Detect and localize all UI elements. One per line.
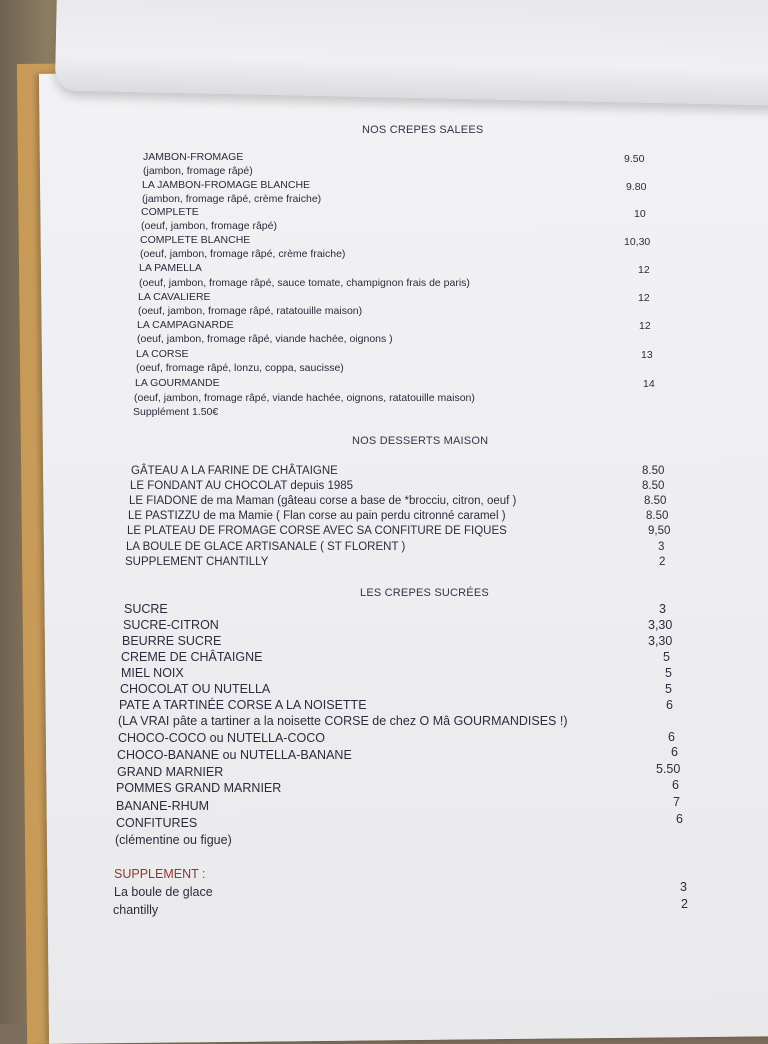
item-name: CONFITURES (116, 816, 198, 830)
item-price: 10,30 (624, 236, 651, 248)
item-price: 5 (665, 682, 672, 696)
item-price: 5.50 (656, 762, 681, 776)
item-price: 9,50 (648, 525, 671, 537)
item-name: LA PAMELLA (139, 262, 202, 274)
item-name: chantilly (113, 903, 159, 917)
item-name: COMPLETE (141, 206, 199, 218)
item-description: (oeuf, jambon, fromage râpé, viande hachée, oignons ) (137, 333, 393, 345)
item-price: 7 (673, 795, 680, 809)
item-price: 3 (658, 541, 665, 553)
item-description: (oeuf, jambon, fromage râpé, ratatouille maison) (138, 305, 363, 317)
item-name: LA JAMBON-FROMAGE BLANCHE (142, 179, 311, 191)
section-heading: LES CREPES SUCRÉES (360, 587, 489, 599)
item-price: 6 (676, 812, 683, 826)
item-description: (oeuf, jambon, fromage râpé) (141, 220, 277, 232)
item-name: PATE A TARTINÉE CORSE A LA NOISETTE (119, 698, 367, 712)
item-name: La boule de glace (114, 885, 213, 899)
item-description: (jambon, fromage râpé, crème fraiche) (142, 193, 322, 205)
item-price: 3,30 (648, 634, 673, 648)
item-name: CHOCO-COCO ou NUTELLA-COCO (118, 731, 325, 745)
item-price: 14 (643, 378, 655, 390)
item-description: (oeuf, fromage râpé, lonzu, coppa, saucisse) (136, 362, 344, 374)
item-name: COMPLETE BLANCHE (140, 234, 251, 246)
item-name: CREME DE CHÂTAIGNE (121, 650, 263, 664)
supplement-note: Supplément 1.50€ (133, 406, 219, 418)
item-name: BEURRE SUCRE (122, 634, 222, 648)
item-name: LE FONDANT AU CHOCOLAT depuis 1985 (130, 480, 354, 492)
item-price: 9.80 (626, 181, 647, 193)
item-name: BANANE-RHUM (116, 799, 210, 813)
item-price: 2 (659, 556, 666, 568)
section-heading: NOS CREPES SALEES (362, 124, 484, 136)
item-price: 8.50 (642, 480, 665, 492)
section-heading: SUPPLEMENT : (114, 867, 206, 881)
item-name: LA GOURMANDE (135, 377, 220, 389)
item-price: 3 (680, 880, 687, 894)
item-name: LE PLATEAU DE FROMAGE CORSE AVEC SA CONFITURE DE FIQUES (127, 525, 507, 537)
item-price: 8.50 (646, 510, 669, 522)
item-name: LA CAMPAGNARDE (137, 319, 234, 331)
item-name: LA CORSE (136, 348, 189, 360)
item-price: 13 (641, 349, 653, 361)
item-name: JAMBON-FROMAGE (143, 151, 244, 163)
item-price: 5 (665, 666, 672, 680)
item-price: 6 (672, 778, 679, 792)
item-description: (jambon, fromage râpé) (143, 165, 253, 177)
item-price: 2 (681, 897, 688, 911)
item-price: 8.50 (644, 495, 667, 507)
item-name: LA CAVALIERE (138, 291, 211, 303)
item-price: 12 (639, 320, 651, 332)
item-name: CHOCOLAT OU NUTELLA (120, 682, 271, 696)
item-description: (oeuf, jambon, fromage râpé, crème fraiche) (140, 248, 346, 260)
item-price: 3,30 (648, 618, 673, 632)
item-name: GRAND MARNIER (117, 765, 224, 779)
item-name: POMMES GRAND MARNIER (116, 781, 282, 795)
item-name: MIEL NOIX (121, 666, 184, 680)
item-name: GÂTEAU A LA FARINE DE CHÂTAIGNE (131, 465, 338, 477)
item-description: (oeuf, jambon, fromage râpé, sauce tomate, champignon frais de paris) (139, 277, 470, 289)
item-description: (oeuf, jambon, fromage râpé, viande hachée, oignons, ratatouille maison) (134, 392, 475, 404)
item-name: LE FIADONE de ma Maman (gâteau corse a base de *brocciu, citron, oeuf ) (129, 495, 517, 507)
item-price: 9.50 (624, 153, 645, 165)
item-name: SUCRE (124, 602, 168, 616)
item-price: 10 (634, 208, 646, 220)
item-price: 12 (638, 292, 650, 304)
item-price: 6 (671, 745, 678, 759)
item-name: LE PASTIZZU de ma Mamie ( Flan corse au pain perdu citronné caramel ) (128, 510, 506, 522)
item-name: SUPPLEMENT CHANTILLY (125, 556, 269, 568)
item-price: 6 (668, 730, 675, 744)
item-description: (LA VRAI pâte a tartiner a la noisette CORSE de chez O Mâ GOURMANDISES !) (118, 714, 568, 728)
item-price: 5 (663, 650, 670, 664)
item-description: (clémentine ou figue) (115, 833, 232, 847)
item-price: 8.50 (642, 465, 665, 477)
section-heading: NOS DESSERTS MAISON (352, 435, 489, 447)
item-name: CHOCO-BANANE ou NUTELLA-BANANE (117, 748, 352, 762)
item-name: SUCRE-CITRON (123, 618, 219, 632)
item-price: 12 (638, 264, 650, 276)
item-name: LA BOULE DE GLACE ARTISANALE ( ST FLORENT ) (126, 541, 406, 553)
item-price: 3 (659, 602, 666, 616)
item-price: 6 (666, 698, 673, 712)
